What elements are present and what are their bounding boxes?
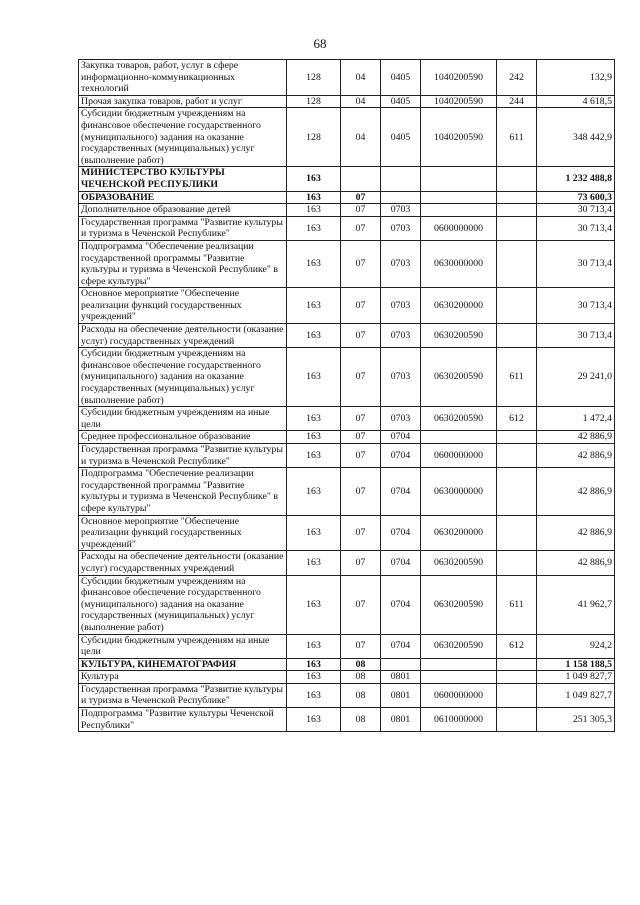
subsection-code-cell xyxy=(381,191,421,204)
expense-type-cell xyxy=(497,191,537,204)
target-article-cell xyxy=(421,671,497,684)
section-code-cell: 07 xyxy=(341,191,381,204)
ministry-code-cell: 128 xyxy=(287,95,341,108)
item-name-cell: Прочая закупка товаров, работ и услуг xyxy=(79,95,287,108)
target-article-cell: 0610000000 xyxy=(421,708,497,732)
expense-type-cell xyxy=(497,216,537,240)
amount-cell: 29 241,0 xyxy=(537,348,615,407)
target-article-cell: 0600000000 xyxy=(421,444,497,468)
table-row xyxy=(79,634,615,658)
section-code-cell xyxy=(341,167,381,191)
item-name-cell: Закупка товаров, работ, услуг в сфере информационно-коммуникационных технологий xyxy=(79,60,287,96)
ministry-code-cell: 163 xyxy=(287,708,341,732)
subsection-code-cell: 0801 xyxy=(381,683,421,707)
amount-cell: 251 305,3 xyxy=(537,708,615,732)
item-name-cell: Дополнительное образование детей xyxy=(79,204,287,217)
item-name-cell: Расходы на обеспечение деятельности (оказание услуг) государственных учреждений xyxy=(79,324,287,348)
item-name-cell: Основное мероприятие "Обеспечение реализации функций государственных учреждений" xyxy=(79,288,287,324)
target-article-cell: 0630200590 xyxy=(421,551,497,575)
table-row xyxy=(79,407,615,431)
target-article-cell: 1040200590 xyxy=(421,95,497,108)
table-row xyxy=(79,468,615,515)
section-code-cell: 08 xyxy=(341,658,381,671)
table-row xyxy=(79,575,615,634)
item-name-cell: Субсидии бюджетным учреждениям на иные цели xyxy=(79,407,287,431)
expense-type-cell xyxy=(497,658,537,671)
section-code-cell: 04 xyxy=(341,108,381,167)
item-name-cell: Субсидии бюджетным учреждениям на финансовое обеспечение государственного (муниципального) задания на оказание государственных (муниципальных) услуг (выполнение работ) xyxy=(79,575,287,634)
item-name-cell: МИНИСТЕРСТВО КУЛЬТУРЫ ЧЕЧЕНСКОЙ РЕСПУБЛИКИ xyxy=(79,167,287,191)
budget-table-body xyxy=(79,60,615,732)
subsection-code-cell: 0405 xyxy=(381,60,421,96)
target-article-cell: 0630200590 xyxy=(421,575,497,634)
ministry-code-cell: 163 xyxy=(287,658,341,671)
subsection-code-cell: 0704 xyxy=(381,551,421,575)
table-row xyxy=(79,108,615,167)
ministry-code-cell: 163 xyxy=(287,431,341,444)
subsection-code-cell: 0801 xyxy=(381,671,421,684)
subsection-code-cell: 0801 xyxy=(381,708,421,732)
amount-cell: 1 158 188,5 xyxy=(537,658,615,671)
subsection-code-cell: 0704 xyxy=(381,515,421,551)
section-code-cell: 07 xyxy=(341,240,381,287)
table-row xyxy=(79,671,615,684)
section-code-cell: 07 xyxy=(341,407,381,431)
expense-type-cell: 611 xyxy=(497,575,537,634)
budget-table xyxy=(78,59,615,732)
expense-type-cell: 611 xyxy=(497,108,537,167)
target-article-cell: 1040200590 xyxy=(421,108,497,167)
subsection-code-cell: 0405 xyxy=(381,95,421,108)
item-name-cell: Среднее профессиональное образование xyxy=(79,431,287,444)
table-row xyxy=(79,444,615,468)
section-code-cell: 08 xyxy=(341,671,381,684)
item-name-cell: ОБРАЗОВАНИЕ xyxy=(79,191,287,204)
section-code-cell: 07 xyxy=(341,468,381,515)
amount-cell: 42 886,9 xyxy=(537,468,615,515)
amount-cell: 42 886,9 xyxy=(537,551,615,575)
amount-cell: 1 472,4 xyxy=(537,407,615,431)
subsection-code-cell: 0703 xyxy=(381,240,421,287)
expense-type-cell: 612 xyxy=(497,634,537,658)
item-name-cell: Государственная программа "Развитие культуры и туризма в Чеченской Республике" xyxy=(79,444,287,468)
item-name-cell: Подпрограмма "Развитие культуры Чеченской Республики" xyxy=(79,708,287,732)
ministry-code-cell: 163 xyxy=(287,216,341,240)
ministry-code-cell: 163 xyxy=(287,204,341,217)
item-name-cell: Основное мероприятие "Обеспечение реализации функций государственных учреждений" xyxy=(79,515,287,551)
ministry-code-cell: 163 xyxy=(287,191,341,204)
item-name-cell: Государственная программа "Развитие культуры и туризма в Чеченской Республике" xyxy=(79,216,287,240)
amount-cell: 30 713,4 xyxy=(537,240,615,287)
target-article-cell: 0600000000 xyxy=(421,683,497,707)
amount-cell: 348 442,9 xyxy=(537,108,615,167)
expense-type-cell: 242 xyxy=(497,60,537,96)
page-number: 68 xyxy=(313,36,327,51)
amount-cell: 1 049 827,7 xyxy=(537,671,615,684)
item-name-cell: Расходы на обеспечение деятельности (оказание услуг) государственных учреждений xyxy=(79,551,287,575)
item-name-cell: Государственная программа "Развитие культуры и туризма в Чеченской Республике" xyxy=(79,683,287,707)
target-article-cell: 0630200590 xyxy=(421,324,497,348)
expense-type-cell xyxy=(497,515,537,551)
subsection-code-cell: 0703 xyxy=(381,204,421,217)
table-row xyxy=(79,708,615,732)
section-code-cell: 04 xyxy=(341,95,381,108)
table-row xyxy=(79,515,615,551)
target-article-cell: 0630000000 xyxy=(421,240,497,287)
amount-cell: 1 049 827,7 xyxy=(537,683,615,707)
amount-cell: 30 713,4 xyxy=(537,288,615,324)
amount-cell: 1 232 488,8 xyxy=(537,167,615,191)
table-row xyxy=(79,60,615,96)
target-article-cell: 0630000000 xyxy=(421,468,497,515)
ministry-code-cell: 163 xyxy=(287,683,341,707)
ministry-code-cell: 163 xyxy=(287,167,341,191)
subsection-code-cell: 0704 xyxy=(381,431,421,444)
table-row xyxy=(79,288,615,324)
ministry-code-cell: 163 xyxy=(287,324,341,348)
expense-type-cell xyxy=(497,167,537,191)
ministry-code-cell: 163 xyxy=(287,575,341,634)
ministry-code-cell: 163 xyxy=(287,288,341,324)
table-row xyxy=(79,324,615,348)
table-row xyxy=(79,191,615,204)
section-code-cell: 04 xyxy=(341,60,381,96)
item-name-cell: Подпрограмма "Обеспечение реализации государственной программы "Развитие культуры и туризма в Чеченской Республике" в сфере культуры" xyxy=(79,240,287,287)
amount-cell: 42 886,9 xyxy=(537,515,615,551)
section-code-cell: 07 xyxy=(341,634,381,658)
subsection-code-cell: 0405 xyxy=(381,108,421,167)
ministry-code-cell: 163 xyxy=(287,468,341,515)
ministry-code-cell: 128 xyxy=(287,108,341,167)
target-article-cell: 0630200590 xyxy=(421,348,497,407)
target-article-cell xyxy=(421,191,497,204)
table-row xyxy=(79,95,615,108)
target-article-cell: 0600000000 xyxy=(421,216,497,240)
target-article-cell: 0630200590 xyxy=(421,407,497,431)
table-row xyxy=(79,551,615,575)
subsection-code-cell: 0703 xyxy=(381,407,421,431)
ministry-code-cell: 163 xyxy=(287,444,341,468)
table-row xyxy=(79,216,615,240)
expense-type-cell xyxy=(497,444,537,468)
target-article-cell: 0630200000 xyxy=(421,288,497,324)
expense-type-cell xyxy=(497,708,537,732)
table-row xyxy=(79,683,615,707)
item-name-cell: Подпрограмма "Обеспечение реализации государственной программы "Развитие культуры и туризма в Чеченской Республике" в сфере культуры" xyxy=(79,468,287,515)
subsection-code-cell: 0704 xyxy=(381,468,421,515)
table-row xyxy=(79,204,615,217)
table-row xyxy=(79,431,615,444)
target-article-cell: 0630200000 xyxy=(421,515,497,551)
item-name-cell: КУЛЬТУРА, КИНЕМАТОГРАФИЯ xyxy=(79,658,287,671)
amount-cell: 132,9 xyxy=(537,60,615,96)
ministry-code-cell: 163 xyxy=(287,551,341,575)
table-row xyxy=(79,167,615,191)
ministry-code-cell: 163 xyxy=(287,634,341,658)
target-article-cell: 0630200590 xyxy=(421,634,497,658)
target-article-cell xyxy=(421,167,497,191)
section-code-cell: 07 xyxy=(341,444,381,468)
subsection-code-cell xyxy=(381,167,421,191)
table-row xyxy=(79,658,615,671)
subsection-code-cell: 0703 xyxy=(381,288,421,324)
amount-cell: 41 962,7 xyxy=(537,575,615,634)
item-name-cell: Субсидии бюджетным учреждениям на финансовое обеспечение государственного (муниципального) задания на оказание государственных (муниципальных) услуг (выполнение работ) xyxy=(79,108,287,167)
amount-cell: 4 618,5 xyxy=(537,95,615,108)
expense-type-cell: 244 xyxy=(497,95,537,108)
ministry-code-cell: 163 xyxy=(287,348,341,407)
section-code-cell: 07 xyxy=(341,204,381,217)
amount-cell: 42 886,9 xyxy=(537,444,615,468)
amount-cell: 30 713,4 xyxy=(537,216,615,240)
item-name-cell: Субсидии бюджетным учреждениям на иные цели xyxy=(79,634,287,658)
item-name-cell: Субсидии бюджетным учреждениям на финансовое обеспечение государственного (муниципального) задания на оказание государственных (муниципальных) услуг (выполнение работ) xyxy=(79,348,287,407)
expense-type-cell xyxy=(497,551,537,575)
section-code-cell: 07 xyxy=(341,551,381,575)
section-code-cell: 07 xyxy=(341,216,381,240)
expense-type-cell xyxy=(497,671,537,684)
ministry-code-cell: 163 xyxy=(287,671,341,684)
target-article-cell xyxy=(421,204,497,217)
subsection-code-cell: 0703 xyxy=(381,348,421,407)
expense-type-cell xyxy=(497,683,537,707)
ministry-code-cell: 163 xyxy=(287,407,341,431)
expense-type-cell xyxy=(497,240,537,287)
amount-cell: 924,2 xyxy=(537,634,615,658)
ministry-code-cell: 163 xyxy=(287,240,341,287)
subsection-code-cell: 0704 xyxy=(381,634,421,658)
expense-type-cell xyxy=(497,204,537,217)
subsection-code-cell: 0704 xyxy=(381,575,421,634)
amount-cell: 42 886,9 xyxy=(537,431,615,444)
target-article-cell: 1040200590 xyxy=(421,60,497,96)
expense-type-cell: 611 xyxy=(497,348,537,407)
subsection-code-cell: 0703 xyxy=(381,216,421,240)
amount-cell: 30 713,4 xyxy=(537,324,615,348)
ministry-code-cell: 163 xyxy=(287,515,341,551)
amount-cell: 30 713,4 xyxy=(537,204,615,217)
expense-type-cell xyxy=(497,288,537,324)
table-row xyxy=(79,348,615,407)
table-row xyxy=(79,240,615,287)
section-code-cell: 07 xyxy=(341,575,381,634)
target-article-cell xyxy=(421,431,497,444)
expense-type-cell xyxy=(497,468,537,515)
expense-type-cell: 612 xyxy=(497,407,537,431)
subsection-code-cell xyxy=(381,658,421,671)
section-code-cell: 07 xyxy=(341,348,381,407)
subsection-code-cell: 0704 xyxy=(381,444,421,468)
section-code-cell: 08 xyxy=(341,708,381,732)
section-code-cell: 08 xyxy=(341,683,381,707)
target-article-cell xyxy=(421,658,497,671)
expense-type-cell xyxy=(497,431,537,444)
section-code-cell: 07 xyxy=(341,324,381,348)
expense-type-cell xyxy=(497,324,537,348)
section-code-cell: 07 xyxy=(341,431,381,444)
subsection-code-cell: 0703 xyxy=(381,324,421,348)
ministry-code-cell: 128 xyxy=(287,60,341,96)
section-code-cell: 07 xyxy=(341,515,381,551)
section-code-cell: 07 xyxy=(341,288,381,324)
item-name-cell: Культура xyxy=(79,671,287,684)
amount-cell: 73 600,3 xyxy=(537,191,615,204)
